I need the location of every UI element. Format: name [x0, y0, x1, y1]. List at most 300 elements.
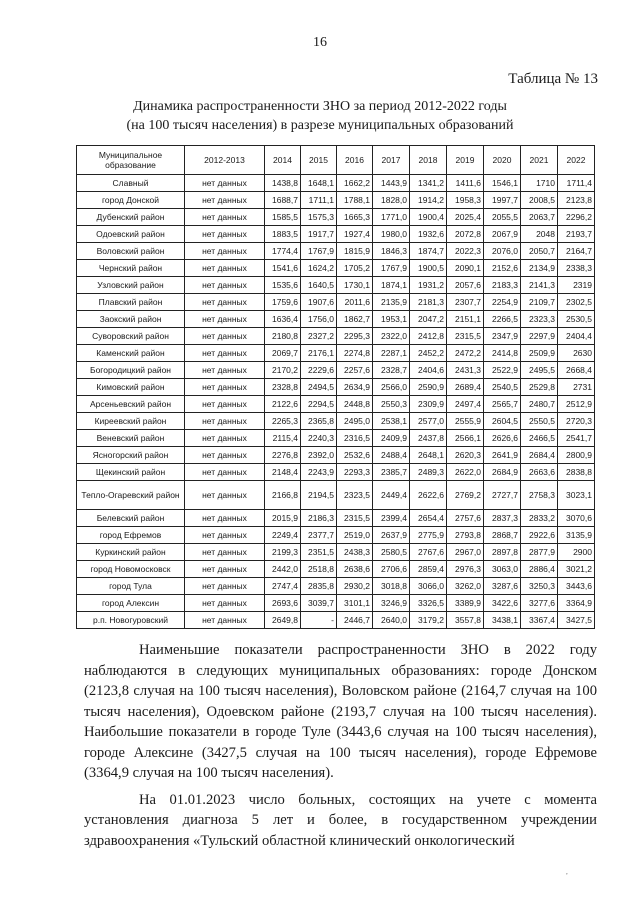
value-cell: 2522,9	[484, 362, 521, 379]
value-cell: 2684,4	[521, 447, 558, 464]
value-cell: 2747,4	[265, 578, 301, 595]
value-cell: 2775,9	[410, 527, 447, 544]
table-title-line-1: Динамика распространенности ЗНО за период 2012-2022 годы	[133, 99, 507, 114]
municipality-name-cell: Арсеньевский район	[77, 396, 185, 413]
value-cell: 3018,8	[373, 578, 410, 595]
value-cell: 1958,3	[447, 192, 484, 209]
value-cell: 2069,7	[265, 345, 301, 362]
value-cell: 3246,9	[373, 595, 410, 612]
value-cell: 2767,6	[410, 544, 447, 561]
value-cell: 3023,1	[558, 481, 595, 510]
table-row	[77, 328, 595, 345]
table-row	[77, 294, 595, 311]
table-row	[77, 561, 595, 578]
value-cell: 2442,0	[265, 561, 301, 578]
header-2017: 2017	[373, 146, 410, 175]
value-cell: 2297,9	[521, 328, 558, 345]
no-data-cell: нет данных	[185, 277, 265, 294]
value-cell: 2497,4	[447, 396, 484, 413]
value-cell: 3438,1	[484, 612, 521, 629]
value-cell: 2404,4	[558, 328, 595, 345]
no-data-cell: нет данных	[185, 413, 265, 430]
value-cell: 1665,3	[337, 209, 373, 226]
value-cell: 3287,6	[484, 578, 521, 595]
value-cell: 2194,5	[301, 481, 337, 510]
value-cell: 1710	[521, 175, 558, 192]
table-label: Таблица № 13	[508, 71, 598, 87]
value-cell: 1900,4	[410, 209, 447, 226]
municipality-name-cell: Веневский район	[77, 430, 185, 447]
value-cell: 2274,8	[337, 345, 373, 362]
value-cell: 2449,4	[373, 481, 410, 510]
value-cell: 2186,3	[301, 510, 337, 527]
value-cell: 2976,3	[447, 561, 484, 578]
no-data-cell: нет данных	[185, 561, 265, 578]
municipality-name-cell: Плавский район	[77, 294, 185, 311]
table-row	[77, 260, 595, 277]
value-cell: 2295,3	[337, 328, 373, 345]
value-cell: 2793,8	[447, 527, 484, 544]
value-cell: 1546,1	[484, 175, 521, 192]
value-cell: 2731	[558, 379, 595, 396]
value-cell: 1640,5	[301, 277, 337, 294]
value-cell: 1883,5	[265, 226, 301, 243]
no-data-cell: нет данных	[185, 447, 265, 464]
table-row	[77, 510, 595, 527]
value-cell: 2055,5	[484, 209, 521, 226]
value-cell: 2530,5	[558, 311, 595, 328]
value-cell: 2648,1	[410, 447, 447, 464]
value-cell: 2922,6	[521, 527, 558, 544]
value-cell: 2431,3	[447, 362, 484, 379]
value-cell: 1535,6	[265, 277, 301, 294]
value-cell: 2640,0	[373, 612, 410, 629]
value-cell: 1541,6	[265, 260, 301, 277]
value-cell: 2518,8	[301, 561, 337, 578]
value-cell: 2180,8	[265, 328, 301, 345]
corner-mark: ,	[566, 868, 568, 876]
value-cell: 2446,7	[337, 612, 373, 629]
header-2022: 2022	[558, 146, 595, 175]
value-cell: 2152,6	[484, 260, 521, 277]
value-cell: 2249,4	[265, 527, 301, 544]
value-cell: 2015,9	[265, 510, 301, 527]
value-cell: 3039,7	[301, 595, 337, 612]
value-cell: 2316,5	[337, 430, 373, 447]
table-row	[77, 277, 595, 294]
value-cell: 2540,5	[484, 379, 521, 396]
value-cell: 2115,4	[265, 430, 301, 447]
value-cell: 2541,7	[558, 430, 595, 447]
value-cell: 1771,0	[373, 209, 410, 226]
value-cell: 2900	[558, 544, 595, 561]
value-cell: 1411,6	[447, 175, 484, 192]
value-cell: 2590,9	[410, 379, 447, 396]
value-cell: 2622,6	[410, 481, 447, 510]
value-cell: 2488,4	[373, 447, 410, 464]
value-cell: 1624,2	[301, 260, 337, 277]
value-cell: 2877,9	[521, 544, 558, 561]
no-data-cell: нет данных	[185, 311, 265, 328]
table-row	[77, 578, 595, 595]
value-cell: 2123,8	[558, 192, 595, 209]
page-number: 16	[313, 35, 327, 50]
value-cell: 2254,9	[484, 294, 521, 311]
value-cell: 1585,5	[265, 209, 301, 226]
no-data-cell: нет данных	[185, 510, 265, 527]
value-cell: 3066,0	[410, 578, 447, 595]
value-cell: 1788,1	[337, 192, 373, 209]
table-row	[77, 175, 595, 192]
value-cell: 2072,8	[447, 226, 484, 243]
value-cell: 1648,1	[301, 175, 337, 192]
municipality-name-cell: Киреевский район	[77, 413, 185, 430]
table-row	[77, 192, 595, 209]
value-cell: 2604,5	[484, 413, 521, 430]
value-cell: 1907,6	[301, 294, 337, 311]
value-cell: 2529,8	[521, 379, 558, 396]
municipality-name-cell: Узловский район	[77, 277, 185, 294]
header-2012-2013: 2012-2013	[185, 146, 265, 175]
table-row	[77, 544, 595, 561]
value-cell: 2495,5	[521, 362, 558, 379]
value-cell: 1900,5	[410, 260, 447, 277]
municipality-name-cell: Белевский район	[77, 510, 185, 527]
municipality-name-cell: Кимовский район	[77, 379, 185, 396]
value-cell: 2240,3	[301, 430, 337, 447]
municipality-name-cell: город Алексин	[77, 595, 185, 612]
value-cell: 1862,7	[337, 311, 373, 328]
no-data-cell: нет данных	[185, 362, 265, 379]
value-cell: 2057,6	[447, 277, 484, 294]
table-row	[77, 413, 595, 430]
header-2021: 2021	[521, 146, 558, 175]
municipality-name-cell: город Ефремов	[77, 527, 185, 544]
value-cell: 2519,0	[337, 527, 373, 544]
table-row	[77, 447, 595, 464]
paragraph-five-year-patients: На 01.01.2023 число больных, состоящих на учете с момента установления диагноза 5 лет и более, в государственном учреждении здравоохранения «Тульский областной клинический онкологический	[84, 791, 597, 849]
value-cell: 2480,7	[521, 396, 558, 413]
value-cell: 2886,4	[521, 561, 558, 578]
value-cell: 2466,5	[521, 430, 558, 447]
value-cell: 1688,7	[265, 192, 301, 209]
value-cell: 2930,2	[337, 578, 373, 595]
value-cell: 2654,4	[410, 510, 447, 527]
value-cell: 1575,3	[301, 209, 337, 226]
value-cell: 1931,2	[410, 277, 447, 294]
header-2016: 2016	[337, 146, 373, 175]
value-cell: 3277,6	[521, 595, 558, 612]
value-cell: 2385,7	[373, 464, 410, 481]
value-cell: 2090,1	[447, 260, 484, 277]
value-cell: 1438,8	[265, 175, 301, 192]
value-cell: 2622,0	[447, 464, 484, 481]
value-cell: 3389,9	[447, 595, 484, 612]
value-cell: 2634,9	[337, 379, 373, 396]
header-2018: 2018	[410, 146, 447, 175]
value-cell: 2833,2	[521, 510, 558, 527]
value-cell: 3135,9	[558, 527, 595, 544]
municipality-name-cell: Заокский район	[77, 311, 185, 328]
value-cell: 2727,7	[484, 481, 521, 510]
no-data-cell: нет данных	[185, 544, 265, 561]
value-cell: 3427,5	[558, 612, 595, 629]
value-cell: 2135,9	[373, 294, 410, 311]
municipality-name-cell: город Тула	[77, 578, 185, 595]
table-title-line-2: (на 100 тысяч населения) в разрезе муниципальных образований	[126, 118, 514, 133]
value-cell: 2050,7	[521, 243, 558, 260]
municipality-name-cell: Щекинский район	[77, 464, 185, 481]
value-cell: 1980,0	[373, 226, 410, 243]
value-cell: 2323,5	[337, 481, 373, 510]
no-data-cell: нет данных	[185, 612, 265, 629]
value-cell: 2720,3	[558, 413, 595, 430]
value-cell: 2025,4	[447, 209, 484, 226]
value-cell: 2327,2	[301, 328, 337, 345]
value-cell: 2048	[521, 226, 558, 243]
value-cell: 2437,8	[410, 430, 447, 447]
value-cell: 2414,8	[484, 345, 521, 362]
value-cell: 2315,5	[447, 328, 484, 345]
value-cell: 1914,2	[410, 192, 447, 209]
value-cell: 2580,5	[373, 544, 410, 561]
value-cell: 2626,6	[484, 430, 521, 447]
value-cell: 2309,9	[410, 396, 447, 413]
value-cell: 2620,3	[447, 447, 484, 464]
value-cell: 2322,0	[373, 328, 410, 345]
paragraph-lowest-highest: Наименьшие показатели распространенности ЗНО в 2022 году наблюдаются в следующих муниципальных образованиях: городе Донском (2123,8 случая на 100 тысяч населения), Воловском районе (2164,7 случая на 100 тысяч населения), Одоевском районе (2193,7 случая на 100 тысяч населения). Наибольшие показатели в городе Туле (3443,6 случая на 100 тысяч населения), городе Алексине (3427,5 случая на 100 тысяч населения), городе Ефремове (3364,9 случая на 100 тысяч населения).	[84, 642, 597, 781]
value-cell: 2008,5	[521, 192, 558, 209]
municipality-name-cell: Каменский район	[77, 345, 185, 362]
value-cell: 2452,2	[410, 345, 447, 362]
value-cell: 2838,8	[558, 464, 595, 481]
value-cell: 2399,4	[373, 510, 410, 527]
value-cell: 3443,6	[558, 578, 595, 595]
table-row	[77, 362, 595, 379]
municipality-name-cell: Чернский район	[77, 260, 185, 277]
value-cell: 2377,7	[301, 527, 337, 544]
no-data-cell: нет данных	[185, 192, 265, 209]
value-cell: 2319	[558, 277, 595, 294]
value-cell: 2351,5	[301, 544, 337, 561]
value-cell: 2257,6	[337, 362, 373, 379]
value-cell: 2758,3	[521, 481, 558, 510]
header-2020: 2020	[484, 146, 521, 175]
value-cell: 2565,7	[484, 396, 521, 413]
value-cell: 1341,2	[410, 175, 447, 192]
table-row	[77, 396, 595, 413]
value-cell: 2181,3	[410, 294, 447, 311]
value-cell: 3250,3	[521, 578, 558, 595]
value-cell: 2328,7	[373, 362, 410, 379]
header-2019: 2019	[447, 146, 484, 175]
no-data-cell: нет данных	[185, 294, 265, 311]
value-cell: 1874,1	[373, 277, 410, 294]
value-cell: 2266,5	[484, 311, 521, 328]
table-row	[77, 430, 595, 447]
value-cell: 2494,5	[301, 379, 337, 396]
value-cell: 2693,6	[265, 595, 301, 612]
no-data-cell: нет данных	[185, 260, 265, 277]
body-text	[84, 640, 597, 857]
value-cell: 2176,1	[301, 345, 337, 362]
value-cell: 3422,6	[484, 595, 521, 612]
value-cell: 3262,0	[447, 578, 484, 595]
header-municipality: Муниципальное образование	[77, 146, 185, 175]
table-body	[77, 175, 595, 629]
value-cell: 2897,8	[484, 544, 521, 561]
table-row	[77, 226, 595, 243]
value-cell: 2296,2	[558, 209, 595, 226]
value-cell: 2409,9	[373, 430, 410, 447]
value-cell: 2668,4	[558, 362, 595, 379]
value-cell: 2412,8	[410, 328, 447, 345]
value-cell: 1917,7	[301, 226, 337, 243]
value-cell: 1662,2	[337, 175, 373, 192]
value-cell: 2689,4	[447, 379, 484, 396]
no-data-cell: нет данных	[185, 243, 265, 260]
value-cell: 2166,8	[265, 481, 301, 510]
table-row	[77, 612, 595, 629]
cancer-prevalence-table	[76, 145, 595, 629]
value-cell: 2365,8	[301, 413, 337, 430]
value-cell: 1927,4	[337, 226, 373, 243]
value-cell: 2509,9	[521, 345, 558, 362]
value-cell: 2532,6	[337, 447, 373, 464]
value-cell: 1874,7	[410, 243, 447, 260]
value-cell: 3070,6	[558, 510, 595, 527]
header-2015: 2015	[301, 146, 337, 175]
value-cell: 2148,4	[265, 464, 301, 481]
value-cell: 1756,0	[301, 311, 337, 328]
no-data-cell: нет данных	[185, 209, 265, 226]
value-cell: 2837,3	[484, 510, 521, 527]
value-cell: 2067,9	[484, 226, 521, 243]
value-cell: 2512,9	[558, 396, 595, 413]
value-cell: 2294,5	[301, 396, 337, 413]
no-data-cell: нет данных	[185, 345, 265, 362]
no-data-cell: нет данных	[185, 175, 265, 192]
value-cell: 3021,2	[558, 561, 595, 578]
value-cell: 2800,9	[558, 447, 595, 464]
no-data-cell: нет данных	[185, 481, 265, 510]
value-cell: 2141,3	[521, 277, 558, 294]
value-cell: 1953,1	[373, 311, 410, 328]
value-cell: 2663,6	[521, 464, 558, 481]
value-cell: 2967,0	[447, 544, 484, 561]
no-data-cell: нет данных	[185, 527, 265, 544]
value-cell: 2243,9	[301, 464, 337, 481]
value-cell: 2495,0	[337, 413, 373, 430]
value-cell: 1828,0	[373, 192, 410, 209]
value-cell: 2835,8	[301, 578, 337, 595]
value-cell: 2392,0	[301, 447, 337, 464]
value-cell: 3179,2	[410, 612, 447, 629]
value-cell: 2550,3	[373, 396, 410, 413]
table-row	[77, 464, 595, 481]
value-cell: 2022,3	[447, 243, 484, 260]
value-cell: 2164,7	[558, 243, 595, 260]
header-2014: 2014	[265, 146, 301, 175]
value-cell: 2684,9	[484, 464, 521, 481]
municipality-name-cell: Воловский район	[77, 243, 185, 260]
value-cell: 2438,3	[337, 544, 373, 561]
table-header-row	[77, 146, 595, 175]
value-cell: 2638,6	[337, 561, 373, 578]
value-cell: 3364,9	[558, 595, 595, 612]
value-cell: 1767,9	[373, 260, 410, 277]
value-cell: 2641,9	[484, 447, 521, 464]
value-cell: 2577,0	[410, 413, 447, 430]
value-cell: 2706,6	[373, 561, 410, 578]
value-cell: 2170,2	[265, 362, 301, 379]
table-title	[0, 97, 640, 135]
municipality-name-cell: город Новомосковск	[77, 561, 185, 578]
value-cell: 1636,4	[265, 311, 301, 328]
table-row	[77, 379, 595, 396]
value-cell: 1846,3	[373, 243, 410, 260]
value-cell: 2448,8	[337, 396, 373, 413]
value-cell: 1759,6	[265, 294, 301, 311]
value-cell: -	[301, 612, 337, 629]
value-cell: 2859,4	[410, 561, 447, 578]
value-cell: 1932,6	[410, 226, 447, 243]
table-row	[77, 243, 595, 260]
municipality-name-cell: город Донской	[77, 192, 185, 209]
no-data-cell: нет данных	[185, 464, 265, 481]
municipality-name-cell: Тепло-Огаревский район	[77, 481, 185, 510]
table-row	[77, 595, 595, 612]
value-cell: 3101,1	[337, 595, 373, 612]
value-cell: 2265,3	[265, 413, 301, 430]
value-cell: 2472,2	[447, 345, 484, 362]
municipality-name-cell: р.п. Новогуровский	[77, 612, 185, 629]
value-cell: 2347,9	[484, 328, 521, 345]
value-cell: 1711,1	[301, 192, 337, 209]
municipality-name-cell: Богородицкий район	[77, 362, 185, 379]
value-cell: 2229,6	[301, 362, 337, 379]
municipality-name-cell: Славный	[77, 175, 185, 192]
value-cell: 2199,3	[265, 544, 301, 561]
value-cell: 2047,2	[410, 311, 447, 328]
no-data-cell: нет данных	[185, 379, 265, 396]
value-cell: 1711,4	[558, 175, 595, 192]
value-cell: 2630	[558, 345, 595, 362]
value-cell: 2293,3	[337, 464, 373, 481]
value-cell: 2550,5	[521, 413, 558, 430]
value-cell: 2063,7	[521, 209, 558, 226]
value-cell: 2076,0	[484, 243, 521, 260]
value-cell: 2287,1	[373, 345, 410, 362]
municipality-name-cell: Дубенский район	[77, 209, 185, 226]
no-data-cell: нет данных	[185, 595, 265, 612]
table-row	[77, 527, 595, 544]
municipality-name-cell: Суворовский район	[77, 328, 185, 345]
municipality-name-cell: Ясногорский район	[77, 447, 185, 464]
value-cell: 2307,7	[447, 294, 484, 311]
value-cell: 2566,0	[373, 379, 410, 396]
table-row	[77, 345, 595, 362]
value-cell: 2193,7	[558, 226, 595, 243]
value-cell: 2011,6	[337, 294, 373, 311]
value-cell: 2315,5	[337, 510, 373, 527]
value-cell: 2134,9	[521, 260, 558, 277]
table-row	[77, 209, 595, 226]
no-data-cell: нет данных	[185, 430, 265, 447]
value-cell: 2404,6	[410, 362, 447, 379]
value-cell: 2757,6	[447, 510, 484, 527]
value-cell: 1774,4	[265, 243, 301, 260]
